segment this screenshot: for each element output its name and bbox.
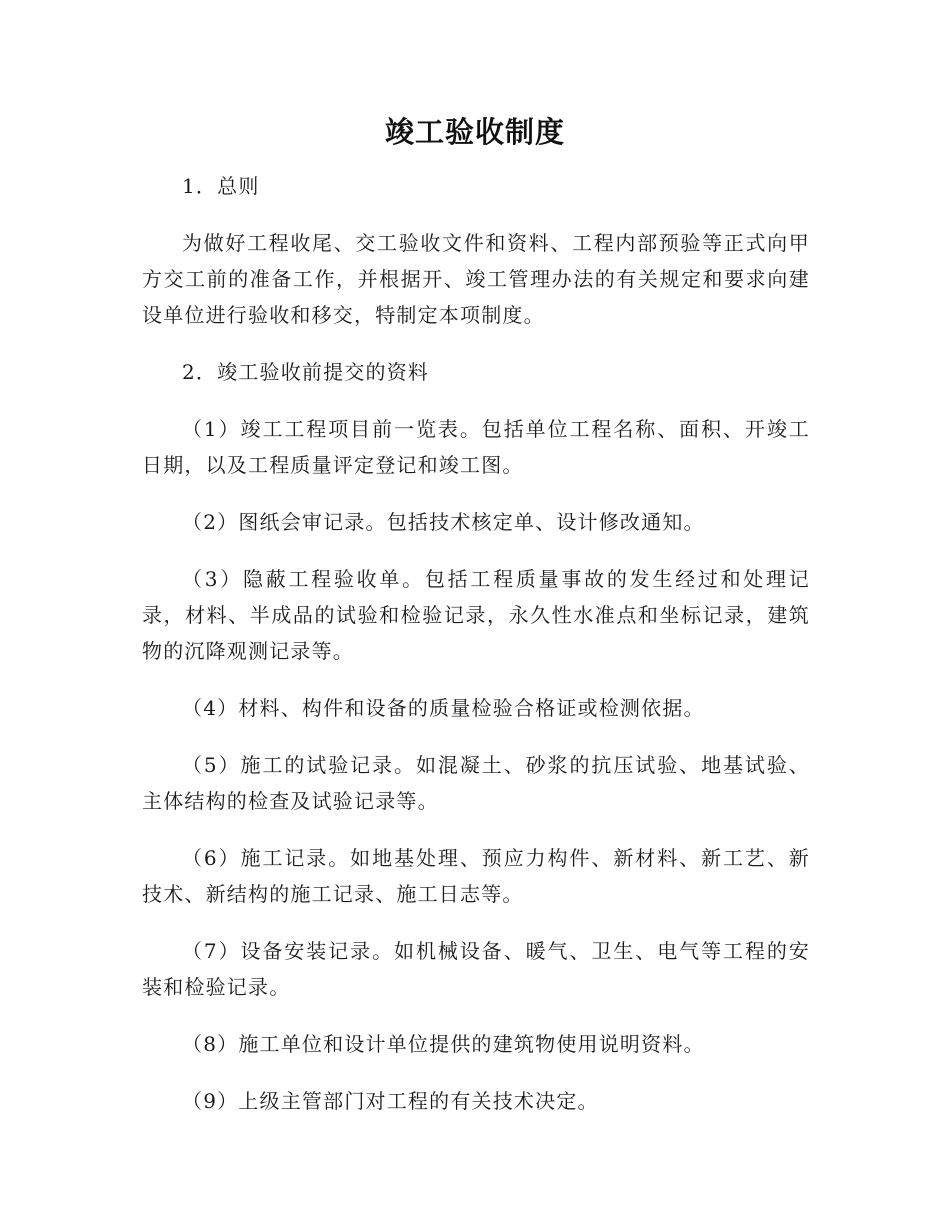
document-title: 竣工验收制度 bbox=[384, 115, 565, 149]
list-item: （9）上级主管部门对工程的有关技术决定。 bbox=[182, 1089, 599, 1113]
list-item: （6）施工记录。如地基处理、预应力构件、新材料、新工艺、新技术、新结构的施工记录、施工日志等。 bbox=[142, 846, 810, 906]
list-item: （7）设备安装记录。如机械设备、暖气、卫生、电气等工程的安装和检验记录。 bbox=[142, 939, 810, 999]
list-item: （8）施工单位和设计单位提供的建筑物使用说明资料。 bbox=[182, 1032, 705, 1056]
section-heading-materials: 2．竣工验收前提交的资料 bbox=[182, 360, 430, 384]
general-paragraph: 为做好工程收尾、交工验收文件和资料、工程内部预验等正式向甲方交工前的准备工作，并根据开、竣工管理办法的有关规定和要求向建设单位进行验收和移交，特制定本项制度。 bbox=[142, 231, 810, 327]
list-item: （3）隐蔽工程验收单。包括工程质量事故的发生经过和处理记录，材料、半成品的试验和检验记录，永久性水准点和坐标记录，建筑物的沉降观测记录等。 bbox=[142, 567, 810, 663]
list-item: （5）施工的试验记录。如混凝土、砂浆的抗压试验、地基试验、主体结构的检查及试验记录等。 bbox=[142, 753, 810, 813]
list-item: （4）材料、构件和设备的质量检验合格证或检测依据。 bbox=[182, 696, 705, 720]
list-item: （1）竣工工程项目前一览表。包括单位工程名称、面积、开竣工日期，以及工程质量评定登记和竣工图。 bbox=[142, 417, 810, 477]
list-item: （2）图纸会审记录。包括技术核定单、设计修改通知。 bbox=[182, 510, 705, 534]
document-body bbox=[142, 168, 810, 1140]
section-heading-general: 1．总则 bbox=[182, 174, 260, 198]
